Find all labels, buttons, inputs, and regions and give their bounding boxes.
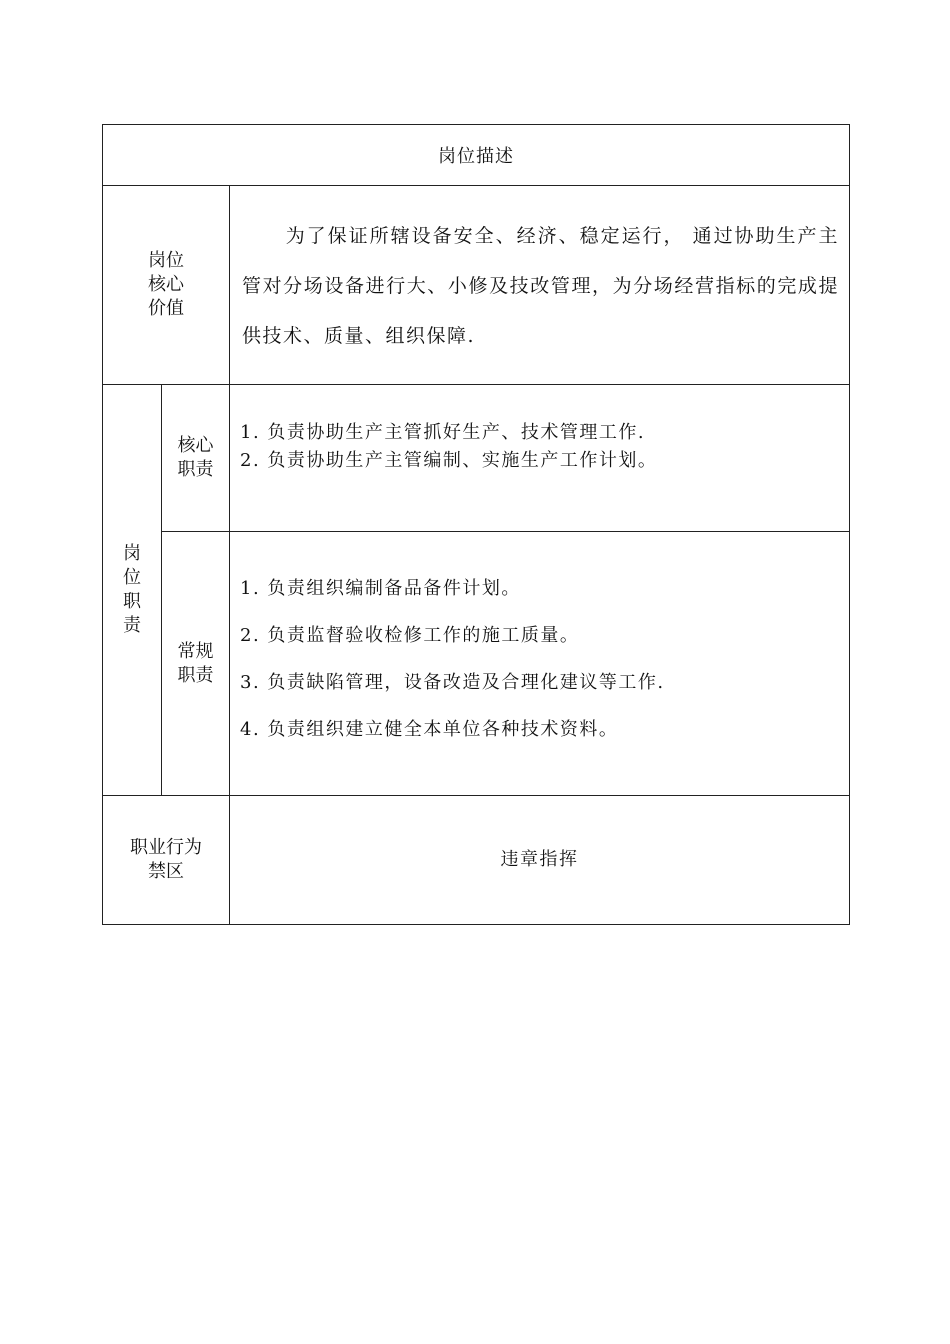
- list-item: 1. 负责协助生产主管抓好生产、技术管理工作.: [240, 422, 646, 443]
- list-item: 2. 负责协助生产主管编制、实施生产工作计划。: [240, 450, 658, 471]
- core-value-label-line: 岗位: [148, 250, 184, 271]
- core-duties-content: [230, 385, 850, 532]
- forbidden-label-line: 禁区: [148, 861, 184, 882]
- regular-duties-label-line: 职责: [177, 664, 214, 686]
- regular-duties-list: [230, 532, 849, 753]
- forbidden-label-line: 职业行为: [130, 837, 202, 858]
- list-item: 1. 负责组织编制备品备件计划。: [240, 578, 521, 599]
- regular-duties-label: [162, 532, 230, 796]
- table-title: 岗位描述: [103, 125, 850, 186]
- core-duties-list: [230, 385, 849, 475]
- forbidden-row: [103, 796, 850, 925]
- forbidden-text: 违章指挥: [500, 849, 579, 870]
- core-value-label-line: 核心: [148, 274, 184, 295]
- core-duties-label-line: 核心: [177, 435, 214, 456]
- core-value-text: 为了保证所辖设备安全、经济、稳定运行， 通过协助生产主管对分场设备进行大、小修及技改管理，为分场经营指标的完成提供技术、质量、组织保障.: [242, 225, 840, 347]
- duties-label: [103, 385, 162, 796]
- title-row: [103, 125, 850, 186]
- regular-duties-row: [103, 532, 850, 796]
- duties-label-char: 责: [123, 615, 141, 636]
- core-duties-row: [103, 385, 850, 532]
- core-value-content: [230, 186, 850, 385]
- forbidden-content: [230, 796, 850, 925]
- job-description-table: [102, 124, 850, 925]
- list-item: 3. 负责缺陷管理，设备改造及合理化建议等工作.: [240, 672, 665, 693]
- duties-label-char: 职: [123, 591, 141, 612]
- core-duties-label: [162, 385, 230, 532]
- core-value-label: [103, 186, 230, 385]
- regular-duties-label-line: 常规: [177, 640, 214, 662]
- duties-label-char: 位: [123, 567, 141, 588]
- forbidden-label: [103, 796, 230, 925]
- regular-duties-content: [230, 532, 850, 796]
- list-item: 2. 负责监督验收检修工作的施工质量。: [240, 625, 580, 646]
- list-item: 4. 负责组织建立健全本单位各种技术资料。: [240, 719, 619, 740]
- core-value-label-line: 价值: [148, 298, 184, 319]
- duties-label-char: 岗: [123, 543, 141, 564]
- core-duties-label-line: 职责: [177, 459, 214, 480]
- core-value-row: [103, 186, 850, 385]
